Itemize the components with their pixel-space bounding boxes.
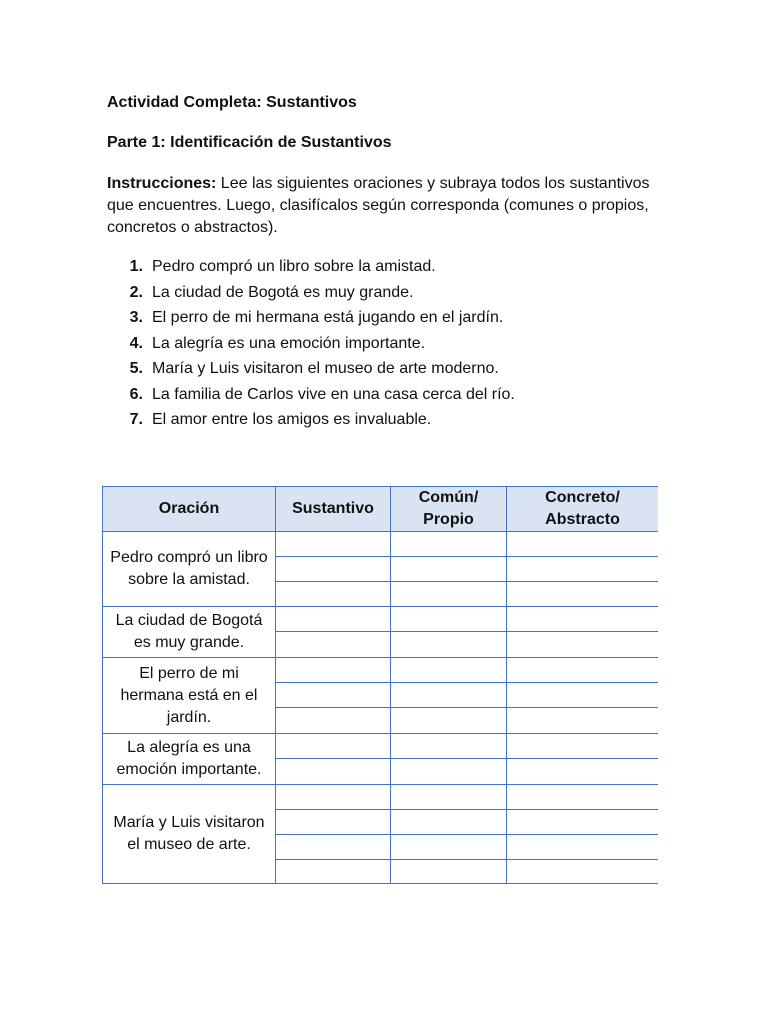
answer-cell-comun-propio[interactable] (391, 835, 507, 860)
answer-cell-comun-propio[interactable] (391, 683, 507, 708)
header-sustantivo: Sustantivo (276, 487, 391, 532)
answer-cell-sustantivo[interactable] (276, 532, 391, 557)
answer-cell-concreto-abstracto[interactable] (507, 532, 658, 557)
list-item (107, 283, 515, 309)
answer-cell-sustantivo[interactable] (276, 607, 391, 632)
instructions-label: Instrucciones: (107, 175, 217, 192)
list-item-number: 7. (129, 411, 143, 428)
instructions-text: Lee las siguientes oraciones y subraya todos los sustantivos que encuentres. Luego, clasifícalos según corresponda (comunes o propios, concretos o abstractos). (107, 175, 650, 236)
list-item-number: 2. (129, 283, 143, 301)
instructions-paragraph (107, 173, 652, 239)
header-oracion: Oración (103, 487, 276, 532)
list-item-text: Pedro compró un libro sobre la amistad. (152, 258, 436, 275)
answer-cell-sustantivo[interactable] (276, 683, 391, 708)
answer-cell-sustantivo[interactable] (276, 734, 391, 759)
answer-cell-comun-propio[interactable] (391, 785, 507, 810)
list-item (107, 257, 515, 283)
part-title: Parte 1: Identificación de Sustantivos (107, 134, 392, 151)
answer-cell-sustantivo[interactable] (276, 582, 391, 607)
answer-cell-concreto-abstracto[interactable] (507, 708, 658, 734)
answer-cell-concreto-abstracto[interactable] (507, 557, 658, 582)
answer-cell-comun-propio[interactable] (391, 532, 507, 557)
answer-cell-comun-propio[interactable] (391, 557, 507, 582)
list-item-text: La ciudad de Bogotá es muy grande. (152, 283, 414, 301)
list-item (107, 385, 515, 411)
answer-cell-sustantivo[interactable] (276, 860, 391, 883)
answer-cell-sustantivo[interactable] (276, 810, 391, 835)
answer-cell-comun-propio[interactable] (391, 632, 507, 658)
answer-cell-concreto-abstracto[interactable] (507, 734, 658, 759)
answer-cell-concreto-abstracto[interactable] (507, 658, 658, 683)
answer-cell-sustantivo[interactable] (276, 632, 391, 658)
header-concreto-abstracto: Concreto/ Abstracto (507, 487, 658, 532)
answer-cell-concreto-abstracto[interactable] (507, 683, 658, 708)
answer-cell-sustantivo[interactable] (276, 708, 391, 734)
list-item-text: El perro de mi hermana está jugando en el jardín. (152, 309, 504, 326)
oracion-cell: La alegría es una emoción importante. (103, 734, 276, 785)
list-item-text: La alegría es una emoción importante. (152, 334, 426, 352)
list-item-number: 1. (129, 258, 143, 275)
oracion-cell: El perro de mi hermana está en el jardín. (103, 658, 276, 734)
answer-cell-concreto-abstracto[interactable] (507, 607, 658, 632)
answer-cell-comun-propio[interactable] (391, 759, 507, 785)
answer-cell-sustantivo[interactable] (276, 785, 391, 810)
document-title: Actividad Completa: Sustantivos (107, 94, 357, 111)
answer-cell-comun-propio[interactable] (391, 734, 507, 759)
answer-cell-concreto-abstracto[interactable] (507, 632, 658, 658)
oracion-cell: María y Luis visitaron el museo de arte. (103, 785, 276, 883)
answer-cell-comun-propio[interactable] (391, 810, 507, 835)
answer-cell-sustantivo[interactable] (276, 658, 391, 683)
answer-cell-comun-propio[interactable] (391, 658, 507, 683)
list-item (107, 359, 515, 385)
list-item-number: 6. (129, 385, 143, 403)
answer-cell-concreto-abstracto[interactable] (507, 759, 658, 785)
oracion-cell: Pedro compró un libro sobre la amistad. (103, 532, 276, 607)
list-item (107, 334, 515, 360)
list-item-number: 3. (129, 309, 143, 326)
answer-cell-sustantivo[interactable] (276, 835, 391, 860)
answer-cell-sustantivo[interactable] (276, 759, 391, 785)
answer-cell-comun-propio[interactable] (391, 582, 507, 607)
answer-cell-concreto-abstracto[interactable] (507, 785, 658, 810)
answer-cell-concreto-abstracto[interactable] (507, 860, 658, 883)
answer-cell-comun-propio[interactable] (391, 860, 507, 883)
answer-cell-concreto-abstracto[interactable] (507, 582, 658, 607)
list-item-text: María y Luis visitaron el museo de arte moderno. (152, 360, 499, 377)
noun-classification-table (102, 486, 658, 884)
list-item-number: 5. (129, 360, 143, 377)
list-item-text: La familia de Carlos vive en una casa cerca del río. (152, 385, 515, 403)
answer-cell-concreto-abstracto[interactable] (507, 835, 658, 860)
answer-cell-comun-propio[interactable] (391, 708, 507, 734)
list-item (107, 410, 515, 436)
sentence-list (107, 257, 515, 436)
list-item (107, 308, 515, 334)
header-comun-propio: Común/ Propio (391, 487, 507, 532)
answer-cell-concreto-abstracto[interactable] (507, 810, 658, 835)
answer-cell-sustantivo[interactable] (276, 557, 391, 582)
list-item-text: El amor entre los amigos es invaluable. (152, 411, 432, 428)
oracion-cell: La ciudad de Bogotá es muy grande. (103, 607, 276, 658)
answer-cell-comun-propio[interactable] (391, 607, 507, 632)
list-item-number: 4. (129, 334, 143, 352)
